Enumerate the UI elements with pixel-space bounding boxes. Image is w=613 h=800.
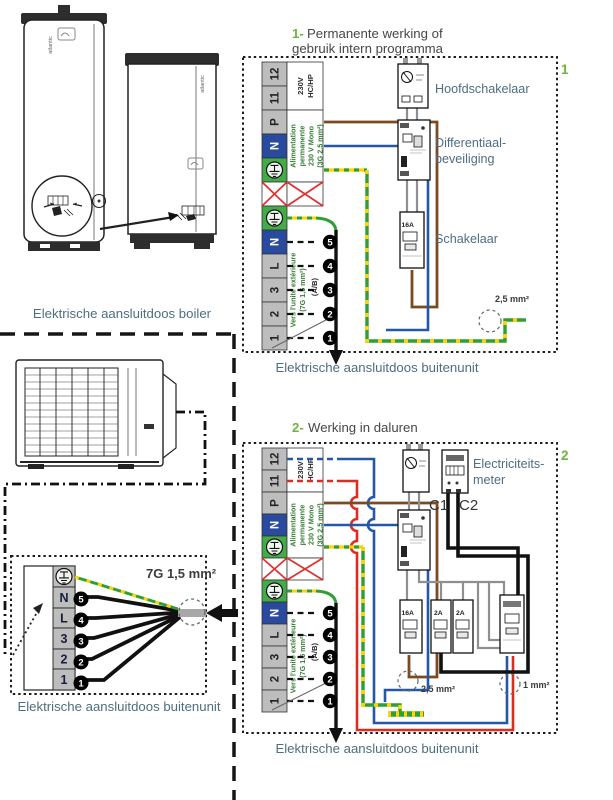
svg-text:4: 4 (327, 630, 333, 642)
diagram2-contactor (500, 595, 524, 653)
svg-text:1: 1 (269, 334, 282, 342)
junction-terminal-l: L (60, 611, 68, 626)
svg-text:P: P (269, 499, 282, 507)
diagram2-title-prefix: 2- (292, 420, 304, 435)
svg-text:12: 12 (269, 452, 282, 466)
svg-text:230 V Mono: 230 V Mono (306, 505, 316, 545)
caption-boiler-junction-box: Elektrische aansluitdoos boiler (32, 306, 212, 321)
svg-text:N: N (269, 141, 282, 151)
diagram2-meter (442, 450, 468, 493)
junction-terminal-3: 3 (60, 632, 68, 646)
svg-text:12: 12 (269, 67, 282, 81)
svg-text:2: 2 (327, 309, 333, 321)
diagram1-breaker-rating: 16A (401, 222, 414, 229)
cable-sheath-stub (178, 609, 206, 617)
caption-outdoor-junction-d1: Elektrische aansluitdoos buitenunit (275, 360, 479, 375)
svg-text:230V: 230V (296, 77, 305, 95)
svg-text:Vers l'unité extérieure: Vers l'unité extérieure (288, 252, 298, 328)
svg-text:3: 3 (327, 652, 333, 664)
junction-terminal-2: 2 (60, 652, 68, 667)
svg-text:Alimentation: Alimentation (288, 124, 298, 168)
cable-gauge-label: 7G 1,5 mm² (146, 566, 217, 581)
svg-text:HC/HP: HC/HP (306, 74, 315, 98)
svg-text:(7G 1,5 mm²): (7G 1,5 mm²) (298, 268, 307, 312)
junction-terminal-1: 1 (60, 673, 68, 687)
svg-text:1: 1 (269, 697, 282, 705)
diagram2-rcd (398, 510, 430, 570)
svg-text:2: 2 (269, 675, 282, 683)
svg-text:5: 5 (327, 237, 333, 249)
svg-text:5: 5 (327, 608, 333, 620)
outdoor-unit-drawing (16, 360, 176, 469)
svg-text:11: 11 (269, 91, 282, 105)
svg-text:1: 1 (327, 333, 333, 345)
svg-text:3: 3 (327, 285, 333, 297)
diagram2-contact-c1: C1 (429, 497, 449, 514)
svg-text:(A/B): (A/B) (310, 642, 319, 662)
diagram2-meter-label-line1: Electriciteits- (473, 457, 545, 471)
diagram1-title-prefix: 1- (292, 26, 304, 41)
svg-text:2: 2 (269, 310, 282, 318)
svg-text:N: N (269, 237, 282, 247)
diagram2-main-switch (403, 444, 429, 492)
svg-text:4: 4 (327, 261, 333, 273)
svg-text:5: 5 (78, 594, 84, 606)
caption-outdoor-junction-left: Elektrische aansluitdoos buitenunit (17, 699, 221, 714)
svg-text:(3G 2,5 mm²): (3G 2,5 mm²) (315, 503, 325, 547)
brand-logo-short-unit: atlantic (200, 75, 206, 93)
diagram2-breaker-2a2-rating: 2A (456, 610, 465, 617)
svg-text:2: 2 (327, 674, 333, 686)
diagram1-title-line2: gebruik intern programma (292, 41, 443, 56)
earth-terminal-icon (56, 569, 72, 585)
svg-text:P: P (269, 118, 282, 126)
diagram2-breaker-2a1-rating: 2A (434, 610, 443, 617)
diagram1-main-switch (398, 58, 428, 108)
svg-text:Alimentation: Alimentation (288, 503, 298, 547)
svg-text:3: 3 (269, 286, 282, 294)
svg-text:L: L (269, 631, 282, 639)
svg-text:1: 1 (327, 696, 333, 708)
svg-text:230V: 230V (296, 461, 305, 479)
svg-text:(7G 1,5 mm²): (7G 1,5 mm²) (298, 634, 307, 678)
diagram2-breakers (400, 600, 473, 653)
svg-text:permanente: permanente (297, 504, 307, 546)
diagram2-breaker-16a-rating: 16A (401, 610, 414, 617)
svg-text:11: 11 (269, 474, 282, 488)
diagram1-breaker-16a (400, 212, 424, 268)
diagram1-rcd-label-line2: beveiliging (435, 152, 495, 166)
detail-magnifier-circle (32, 176, 92, 236)
diagram2-title-line1: Werking in daluren (308, 420, 418, 435)
svg-text:230 V Mono: 230 V Mono (306, 126, 316, 166)
svg-text:4: 4 (78, 615, 84, 627)
diagram1-title-line1: Permanente werking of (307, 26, 443, 41)
diagram1-rcd-label-line1: Differentiaal- (435, 136, 507, 150)
svg-text:(A/B): (A/B) (310, 277, 319, 297)
svg-text:2: 2 (78, 657, 84, 669)
svg-text:3: 3 (269, 653, 282, 661)
svg-text:(3G 2,5 mm²): (3G 2,5 mm²) (315, 124, 325, 168)
svg-text:Vers l'unité extérieure: Vers l'unité extérieure (288, 618, 298, 694)
svg-text:HC/HP: HC/HP (306, 458, 315, 482)
junction-terminal-n: N (59, 591, 69, 605)
svg-text:1: 1 (78, 678, 84, 690)
diagram2-corner-number: 2 (561, 448, 569, 463)
diagram2-meter-label-line2: meter (473, 473, 506, 487)
svg-text:L: L (269, 262, 282, 270)
diagram1-rcd (398, 120, 430, 180)
diagram2-contact-c2: C2 (459, 497, 479, 514)
brand-logo-tall-unit: atlantic (48, 36, 54, 54)
diagram1-wire-gauge: 2,5 mm² (495, 294, 530, 304)
caption-outdoor-junction-d2: Elektrische aansluitdoos buitenunit (275, 741, 479, 756)
svg-text:N: N (269, 608, 282, 618)
diagram1-corner-number: 1 (561, 62, 569, 77)
svg-text:N: N (269, 520, 282, 530)
svg-text:3: 3 (78, 636, 84, 648)
diagram2-wire-gauge-1: 1 mm² (523, 680, 550, 690)
diagram1-main-switch-label: Hoofdschakelaar (435, 82, 530, 96)
svg-text:permanente: permanente (297, 125, 307, 167)
diagram1-switch-label: Schakelaar (435, 232, 499, 246)
diagram2-wire-gauge-25: 2,5 mm² (421, 684, 456, 694)
